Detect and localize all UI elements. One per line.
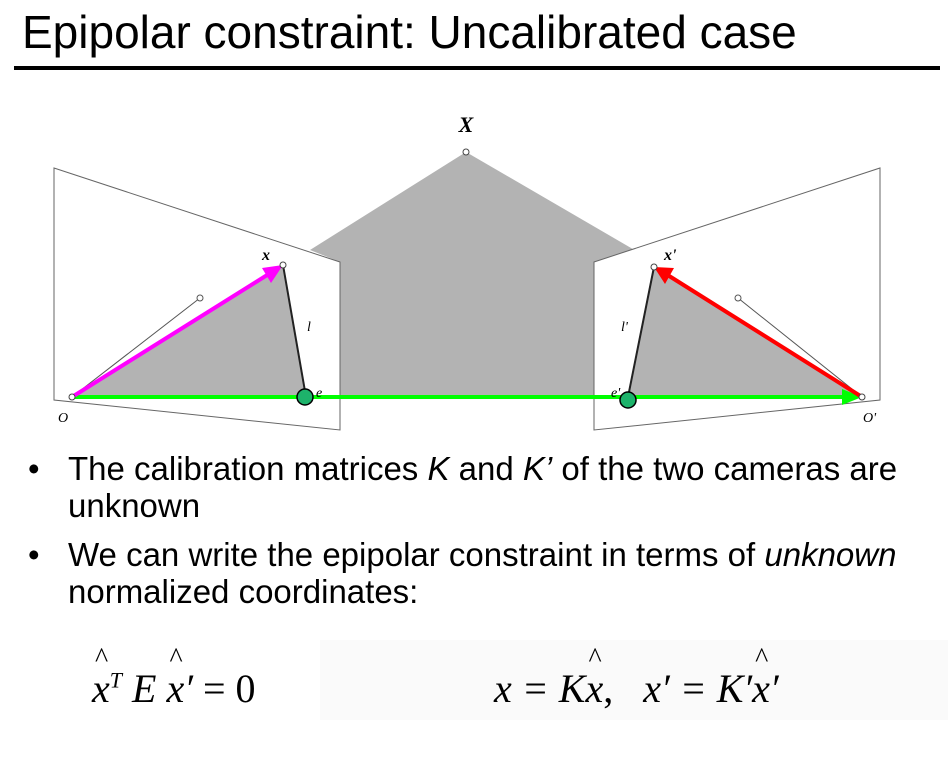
- bullet-item: [28, 450, 928, 524]
- rel-lhs-1: x = K: [494, 666, 586, 711]
- rel-x-hat: ^ x: [585, 665, 603, 712]
- eq-x-hat: ^ x: [92, 665, 110, 712]
- label-x-prime: x': [664, 247, 677, 264]
- eq-transpose: T: [109, 667, 123, 693]
- bullet-1-text-post: of the two cameras are unknown: [68, 450, 898, 524]
- bullet-list: [28, 450, 928, 622]
- label-x: x: [262, 247, 270, 264]
- rel-x-prime-hat: ^ x′: [752, 665, 779, 712]
- label-e: e: [316, 386, 323, 401]
- eq-x-prime-hat: ^ x′: [166, 665, 193, 712]
- center-O-prime-marker: [859, 394, 865, 400]
- bullet-dot: •: [28, 536, 40, 573]
- left-small-point: [197, 295, 203, 301]
- bullet-1-K-prime: K’: [522, 450, 553, 487]
- right-small-point: [735, 295, 741, 301]
- slide-title: Epipolar constraint: Uncalibrated case: [22, 6, 797, 58]
- calibration-relations-equation: [494, 665, 779, 712]
- point-X-marker: [463, 149, 469, 155]
- label-e-prime: e': [611, 386, 621, 401]
- point-x-prime-marker: [651, 264, 657, 270]
- epipole-e-prime: [620, 392, 636, 408]
- center-O-marker: [69, 394, 75, 400]
- label-l-prime: l': [621, 320, 628, 335]
- bullet-1-text-pre: The calibration matrices: [68, 450, 428, 487]
- eq-rhs: = 0: [192, 666, 256, 711]
- bullet-2-emphasis: unknown: [764, 536, 897, 573]
- bullet-1-text-mid: and: [449, 450, 523, 487]
- bullet-1-K: K: [427, 450, 450, 487]
- epipolar-diagram: [0, 100, 948, 445]
- eq-E: E: [132, 666, 157, 711]
- label-l: l: [307, 320, 311, 335]
- rel-separator: ,: [603, 666, 614, 711]
- label-O: O: [58, 411, 69, 426]
- epipole-e: [297, 389, 313, 405]
- label-X: X: [458, 112, 474, 137]
- bullet-2-text-pre: We can write the epipolar constraint in terms of: [68, 536, 765, 573]
- bullet-item: [28, 536, 928, 610]
- title-rule: [14, 66, 940, 70]
- rel-lhs-2: x′ = K′: [643, 666, 753, 711]
- bullet-dot: •: [28, 450, 40, 487]
- bullet-2-text-post: normalized coordinates:: [68, 573, 419, 610]
- label-O-prime: O': [863, 411, 877, 426]
- point-x-marker: [280, 262, 286, 268]
- epipolar-plane: [310, 152, 638, 398]
- epipolar-constraint-equation: [92, 665, 256, 712]
